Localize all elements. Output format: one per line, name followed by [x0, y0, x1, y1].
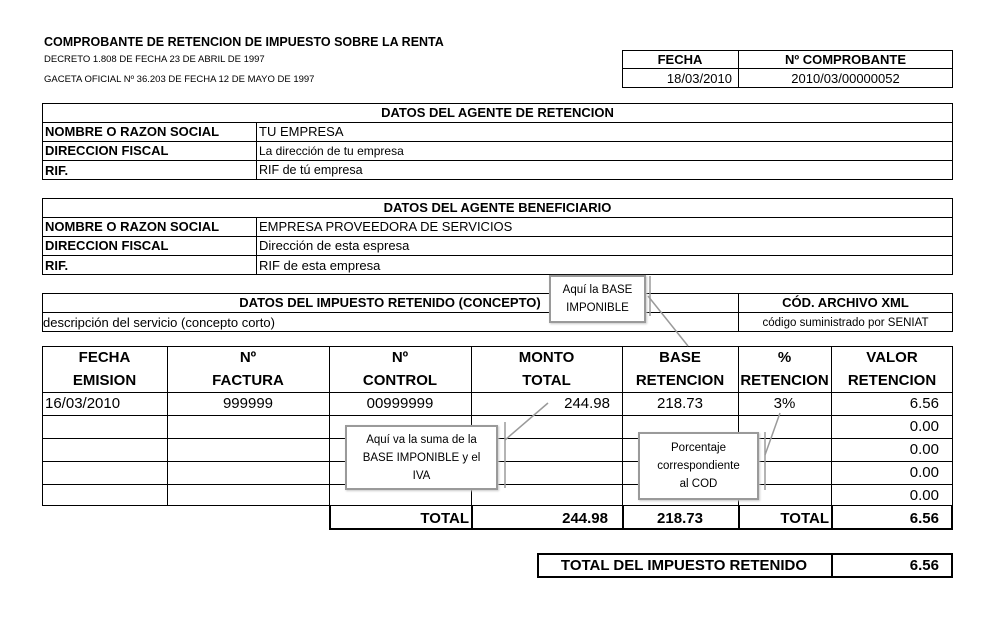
concept-title: DATOS DEL IMPUESTO RETENIDO (CONCEPTO) — [239, 295, 541, 310]
number-value: 2010/03/00000052 — [791, 71, 900, 86]
col-header-base — [622, 346, 738, 392]
xml-code-value: código suministrado por SENIAT — [762, 316, 929, 329]
cell-monto: 244.98 — [564, 395, 610, 412]
col-header-valor-line2: RETENCION — [847, 372, 937, 389]
agent-name-value: TU EMPRESA — [259, 124, 344, 139]
col-header-fecha — [42, 346, 167, 392]
concept-description: descripción del servicio (concepto corto) — [43, 315, 275, 330]
total-label-1: TOTAL — [420, 509, 469, 527]
col-header-control — [329, 346, 471, 392]
total-base: 218.73 — [657, 509, 703, 527]
col-header-fecha-line2: EMISION — [72, 372, 137, 389]
beneficiary-name-label: NOMBRE O RAZON SOCIAL — [45, 219, 220, 234]
grand-total-label: TOTAL DEL IMPUESTO RETENIDO — [560, 557, 808, 574]
col-header-pct-line2: RETENCION — [740, 372, 829, 389]
total-monto: 244.98 — [562, 509, 608, 527]
col-header-factura-line2: FACTURA — [212, 372, 284, 389]
beneficiary-rif-value: RIF de esta empresa — [259, 257, 381, 273]
date-label: FECHA — [657, 51, 703, 67]
document-title: COMPROBANTE DE RETENCION DE IMPUESTO SOBRE LA RENTA — [44, 35, 444, 49]
beneficiary-address-label: DIRECCION FISCAL — [45, 238, 169, 253]
number-label: Nº COMPROBANTE — [784, 51, 907, 67]
agent-rif-label: RIF. — [45, 162, 69, 178]
cell-valor: 0.00 — [909, 418, 939, 435]
agent-name-label: NOMBRE O RAZON SOCIAL — [45, 124, 220, 139]
callout-base-imponible: Aquí la BASE IMPONIBLE — [549, 275, 646, 323]
gazette-reference: GACETA OFICIAL Nº 36.203 DE FECHA 12 DE MAYO DE 1997 — [44, 74, 315, 85]
col-header-control-line1: Nº — [391, 349, 409, 366]
cell-valor: 6.56 — [909, 395, 939, 412]
col-header-monto-line2: TOTAL — [522, 372, 571, 389]
grand-total-value: 6.56 — [909, 557, 939, 574]
col-header-valor-line1: VALOR — [866, 349, 918, 366]
col-header-pct — [738, 346, 831, 392]
cell-valor: 0.00 — [909, 486, 939, 504]
agent-address-value: La dirección de tu empresa — [259, 143, 404, 158]
cell-pct: 3% — [773, 395, 796, 412]
date-value: 18/03/2010 — [666, 71, 732, 86]
total-valor: 6.56 — [909, 509, 939, 527]
col-header-pct-line1: % — [777, 349, 792, 366]
col-header-factura — [167, 346, 329, 392]
col-header-factura-line1: Nº — [239, 349, 257, 366]
decree-reference: DECRETO 1.808 DE FECHA 23 DE ABRIL DE 1997 — [44, 54, 265, 65]
agent-rif-value: RIF de tú empresa — [259, 163, 363, 177]
cell-factura: 999999 — [222, 395, 274, 412]
col-header-monto-line1: MONTO — [518, 349, 575, 366]
beneficiary-section-title: DATOS DEL AGENTE BENEFICIARIO — [383, 200, 612, 215]
cell-base: 218.73 — [657, 395, 703, 412]
beneficiary-name-value: EMPRESA PROVEEDORA DE SERVICIOS — [259, 219, 513, 234]
col-header-monto — [471, 346, 622, 392]
beneficiary-rif-label: RIF. — [45, 257, 69, 273]
cell-valor: 0.00 — [909, 464, 939, 481]
col-header-base-line1: BASE — [659, 349, 701, 366]
cell-control: 00999999 — [366, 395, 434, 412]
col-header-control-line2: CONTROL — [362, 372, 438, 389]
col-header-base-line2: RETENCION — [635, 372, 725, 389]
col-header-valor — [831, 346, 953, 392]
callout-suma-base-iva: Aquí va la suma de la BASE IMPONIBLE y el IVA — [345, 425, 498, 490]
total-label-2: TOTAL — [780, 509, 829, 527]
callout-porcentaje-cod: Porcentaje correspondiente al COD — [638, 432, 759, 500]
cell-fecha: 16/03/2010 — [45, 395, 121, 412]
col-header-fecha-line1: FECHA — [78, 349, 131, 366]
agent-address-label: DIRECCION FISCAL — [45, 143, 169, 158]
agent-section-title: DATOS DEL AGENTE DE RETENCION — [381, 105, 614, 120]
xml-code-title: CÓD. ARCHIVO XML — [782, 295, 909, 310]
cell-valor: 0.00 — [909, 441, 939, 458]
beneficiary-address-value: Dirección de esta espresa — [259, 238, 410, 253]
